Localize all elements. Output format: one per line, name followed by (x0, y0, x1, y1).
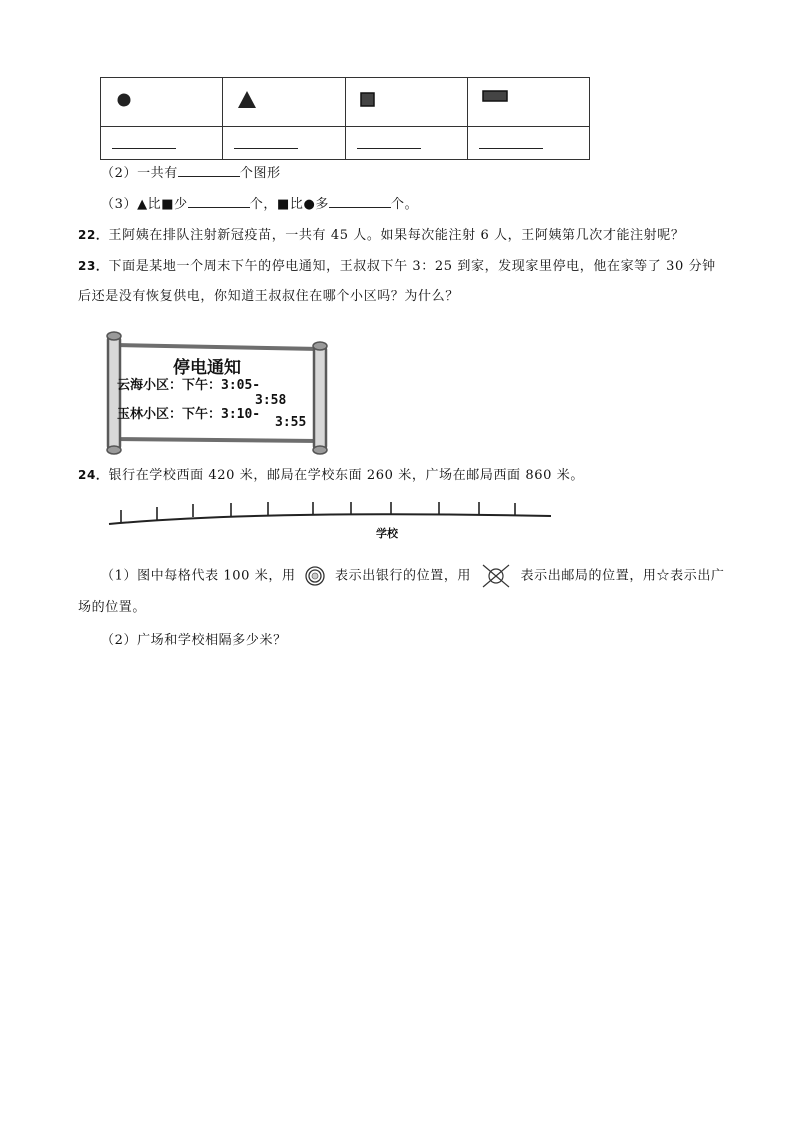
q21-part2-prefix: （2）一共有 (101, 166, 178, 181)
notice-title: 停电通知 (173, 358, 241, 378)
q21-part3-blank2[interactable] (329, 193, 391, 208)
question-text: 银行在学校西面 420 米，邮局在学校东面 260 米，广场在邮局西面 860 米。 (108, 468, 584, 483)
triangle-icon (223, 78, 344, 122)
outage-notice-scroll (103, 331, 331, 455)
bank-symbol-icon (304, 565, 326, 587)
number-line-axis (109, 514, 551, 524)
answer-cell-rectangle[interactable] (467, 127, 589, 160)
shape-cell-circle (101, 78, 223, 127)
answer-cell-circle[interactable] (101, 127, 223, 160)
q21-part3-text1: ▲比■少 (137, 197, 188, 212)
question-text: 后还是没有恢复供电，你知道王叔叔住在哪个小区吗？为什么？ (78, 289, 459, 304)
answer-cell-triangle[interactable] (223, 127, 345, 160)
distance-number-line (105, 496, 555, 541)
question-23-line1 (78, 256, 716, 277)
rectangle-icon (468, 78, 589, 122)
q21-part2 (101, 162, 281, 184)
school-label: 学校 (376, 527, 398, 540)
q24-part1-line2 (78, 598, 146, 618)
q24-part1-text-c: 表示出邮局的位置，用☆表示出广 (520, 568, 725, 584)
q21-part3-text2: 个，■比●多 (249, 197, 329, 212)
q24-part1-text-d: 场的位置。 (78, 600, 147, 615)
notice-row-yunhai: 云海小区：下午：3:05- (117, 378, 261, 393)
question-number: 22． (78, 228, 109, 242)
circle-icon (101, 78, 222, 122)
q21-part3-prefix: （3） (101, 197, 138, 212)
shape-count-table (100, 77, 590, 160)
notice-row-yunhai-end: 3:58 (255, 393, 287, 408)
q21-part2-blank[interactable] (178, 162, 240, 177)
question-24 (78, 465, 584, 486)
scroll-frame (103, 331, 331, 455)
question-number: 24． (78, 468, 109, 482)
q21-part3 (101, 193, 418, 215)
q21-part3-blank1[interactable] (188, 193, 250, 208)
q21-part2-suffix: 个图形 (239, 166, 281, 181)
q24-part1-text-b: 表示出银行的位置，用 (335, 568, 472, 584)
notice-row-yulin: 玉林小区：下午：3:10- (117, 407, 261, 422)
q24-part2-text: （2）广场和学校相隔多少米？ (101, 633, 287, 648)
question-23-line2 (78, 287, 459, 307)
notice-row-yulin-end: 3:55 (275, 415, 307, 430)
q24-part1-line1 (101, 563, 725, 589)
shape-cell-square (345, 78, 467, 127)
shape-cell-rectangle (467, 78, 589, 127)
question-text: 王阿姨在排队注射新冠疫苗，一共有 45 人。如果每次能注射 6 人，王阿姨第几次才能注射呢？ (108, 228, 685, 243)
answer-cell-square[interactable] (345, 127, 467, 160)
q21-part3-text3: 个。 (391, 197, 419, 212)
q24-part2 (101, 631, 287, 651)
question-22 (78, 225, 684, 246)
question-text: 下面是某地一个周末下午的停电通知，王叔叔下午 3：25 到家，发现家里停电，他在家等了 30 分钟 (108, 259, 716, 274)
square-icon (346, 78, 467, 122)
question-number: 23． (78, 259, 109, 273)
q24-part1-text-a: （1）图中每格代表 100 米，用 (101, 568, 296, 584)
shape-cell-triangle (223, 78, 345, 127)
post-office-symbol-icon (480, 563, 512, 589)
